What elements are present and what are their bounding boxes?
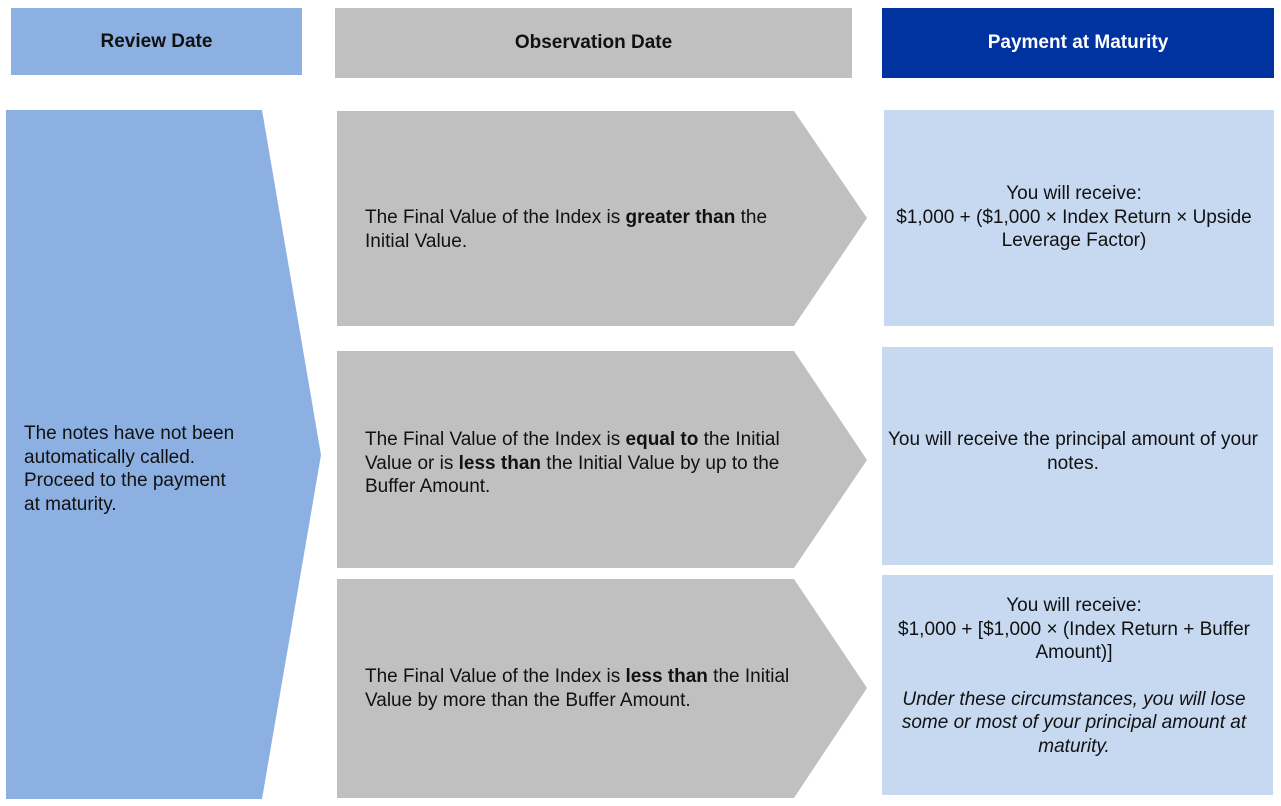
payment-at-maturity-header-label: Payment at Maturity [987,32,1169,53]
observation-text-2: The Final Value of the Index is equal to the Initial Value or is less than the Initial Value by up to the Buffer Amount. [365,429,780,497]
observation-text-1: The Final Value of the Index is greater than the Initial Value. [365,207,768,252]
payment-2-line-1: You will receive the principal amount of your notes. [888,429,1258,474]
payment-3-formula: $1,000 + [$1,000 × (Index Return + Buffer Amount)] [898,618,1250,663]
payment-text-2 [888,428,1258,475]
observation-date-header-label: Observation Date [514,32,673,53]
payment-1-line-1: You will receive: [1006,183,1142,204]
payment-3-line-1: You will receive: [1006,595,1142,616]
payment-text-1 [893,182,1255,253]
observation-text-3: The Final Value of the Index is less than the Initial Value by more than the Buffer Amount. [365,666,790,711]
review-date-header-label: Review Date [100,30,213,52]
payment-text-3 [893,594,1255,758]
review-text: The notes have not been automatically called. Proceed to the payment at maturity. [24,423,235,515]
payment-3-note: Under these circumstances, you will lose some or most of your principal amount at maturity. [901,688,1247,757]
payment-1-formula: $1,000 + ($1,000 × Index Return × Upside Leverage Factor) [896,206,1252,251]
